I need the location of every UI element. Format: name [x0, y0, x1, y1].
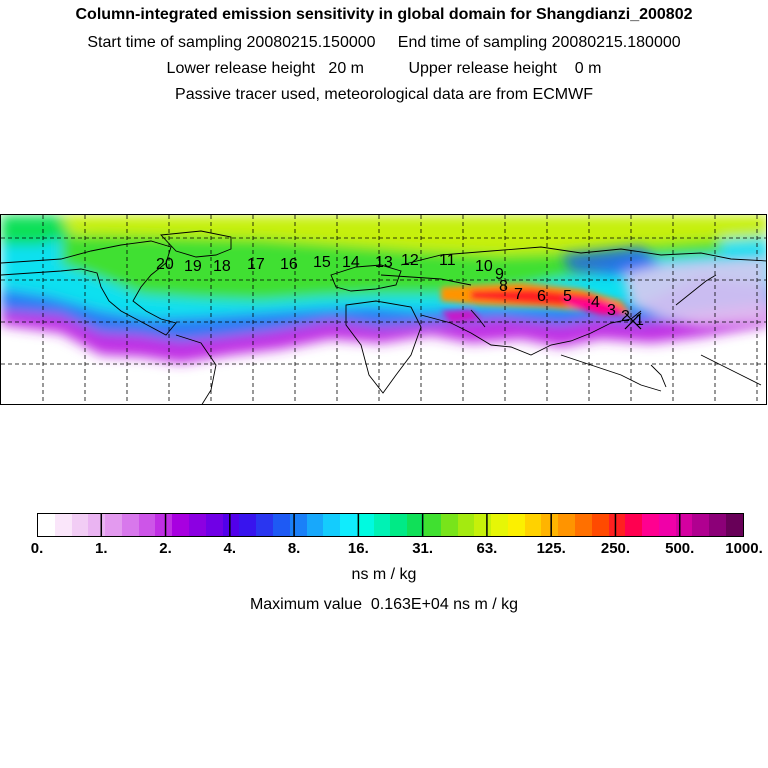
- trajectory-label: 8: [499, 278, 508, 295]
- colorbar-tick-label: 63.: [476, 540, 498, 557]
- trajectory-label: 6: [537, 288, 546, 305]
- release-height-line: Lower release height 20 m Upper release height 0 m: [166, 60, 602, 77]
- trajectory-label: 2: [621, 308, 630, 325]
- trajectory-label: 4: [591, 294, 600, 311]
- trajectory-label: 7: [514, 286, 523, 303]
- trajectory-label: 20: [156, 256, 174, 273]
- colorbar-tick-label: 2.: [159, 540, 172, 557]
- colorbar-tick-label: 125.: [536, 540, 566, 557]
- colorbar-tick-label: 31.: [412, 540, 434, 557]
- trajectory-label: 1: [635, 312, 644, 329]
- trajectory-label: 11: [439, 252, 456, 269]
- trajectory-label: 3: [607, 302, 616, 319]
- colorbar-tick-label: 1.: [95, 540, 108, 557]
- trajectory-label: 14: [342, 254, 360, 271]
- colorbar-tick-label: 250.: [600, 540, 631, 557]
- colorbar-tick-label: 16.: [347, 540, 369, 557]
- colorbar-tick-label: 1000.: [725, 540, 763, 557]
- colorbar-units: ns m / kg: [351, 566, 417, 583]
- trajectory-label: 13: [375, 254, 393, 271]
- map-canvas: [1, 215, 767, 405]
- colorbar-ticks: [37, 537, 744, 547]
- trajectory-label: 17: [247, 256, 265, 273]
- trajectory-label: 10: [475, 258, 493, 275]
- trajectory-label: 19: [184, 258, 202, 275]
- colorbar-tick-label: 4.: [223, 540, 237, 557]
- sampling-time-line: Start time of sampling 20080215.150000 End time of sampling 20080215.180000: [87, 34, 681, 51]
- trajectory-label: 5: [563, 288, 572, 305]
- colorbar-tick-label: 8.: [287, 540, 301, 557]
- trajectory-label: 12: [401, 252, 419, 269]
- tracer-info-line: Passive tracer used, meteorological data are from ECMWF: [175, 86, 593, 103]
- max-value-text: Maximum value 0.163E+04 ns m / kg: [249, 596, 519, 613]
- colorbar-tick-label: 500.: [665, 540, 695, 557]
- trajectory-label: 15: [313, 254, 331, 271]
- plot-title: Column-integrated emission sensitivity in global domain for Shangdianzi_200802: [75, 6, 693, 23]
- trajectory-label: 18: [213, 258, 231, 275]
- colorbar-tick-label: 0.: [30, 540, 44, 557]
- sensitivity-map: [0, 214, 767, 405]
- trajectory-label: 16: [280, 256, 298, 273]
- trajectory-label: 9: [495, 266, 504, 283]
- colorbar-separators: [37, 513, 744, 537]
